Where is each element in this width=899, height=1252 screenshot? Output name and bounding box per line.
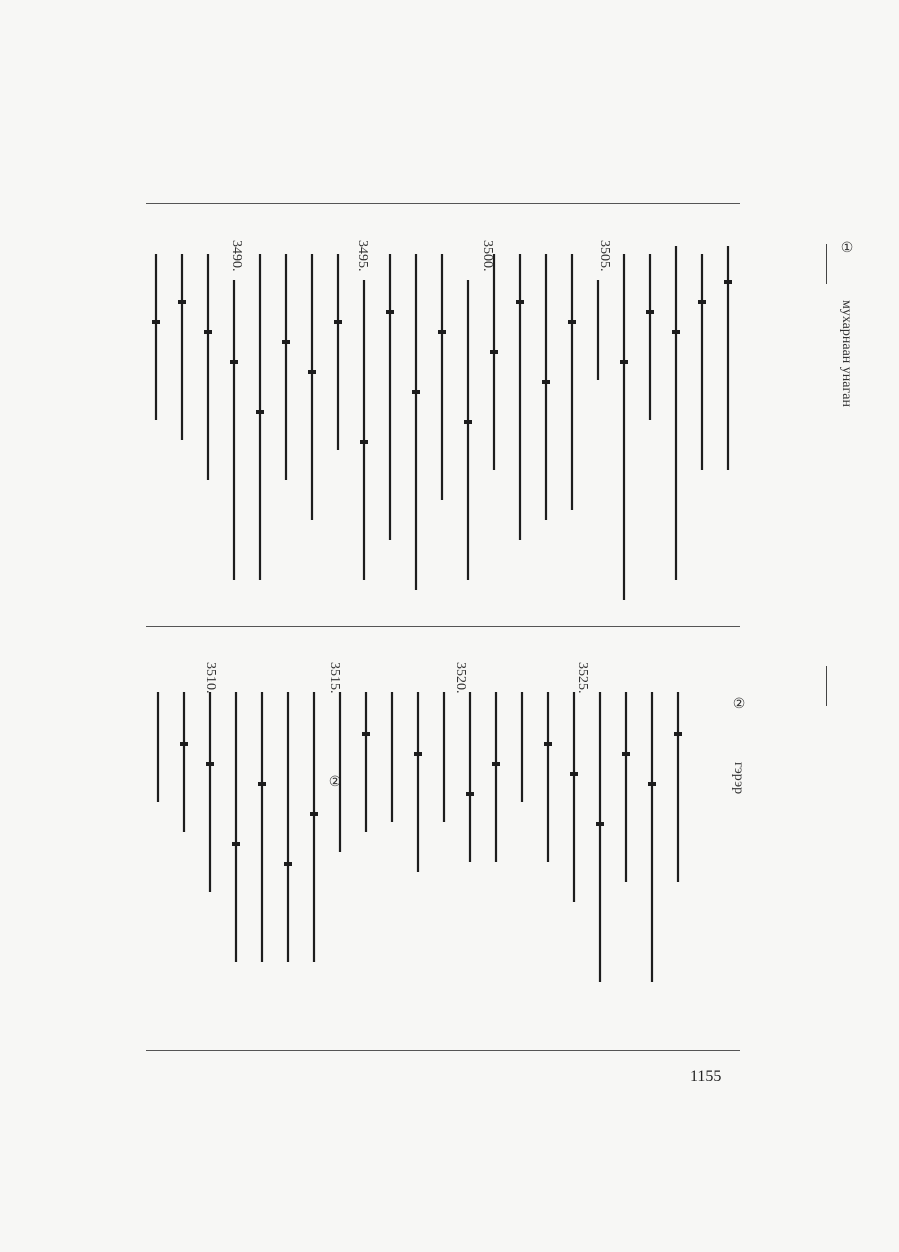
mongolian-script-columns: [146, 240, 740, 610]
inline-footnote-marker: ②: [327, 774, 342, 790]
footnote-marker: ①: [839, 240, 854, 256]
mongolian-script-columns: [146, 662, 740, 1032]
footnote-separator: [826, 666, 827, 706]
line-number: 3515.: [327, 662, 342, 694]
footnote-gloss: гэрэр: [731, 762, 746, 795]
line-number: 3490.: [229, 240, 244, 272]
line-number: 3520.: [453, 662, 468, 694]
bottom-rule: [146, 1050, 740, 1051]
line-number: 3495.: [355, 240, 370, 272]
line-number: 3505.: [597, 240, 612, 272]
line-number: 3525.: [575, 662, 590, 694]
top-text-panel: [146, 240, 854, 610]
page-number: 1155: [690, 1068, 722, 1085]
middle-rule: [146, 626, 740, 627]
line-number: 3510.: [203, 662, 218, 694]
footnote-separator: [826, 244, 827, 284]
footnote-gloss: мухарнаан унаган: [839, 300, 854, 407]
line-number: 3500.: [480, 240, 495, 272]
footnote-marker: ②: [731, 696, 746, 712]
top-rule: [146, 203, 740, 204]
bottom-text-panel: [146, 662, 746, 1032]
